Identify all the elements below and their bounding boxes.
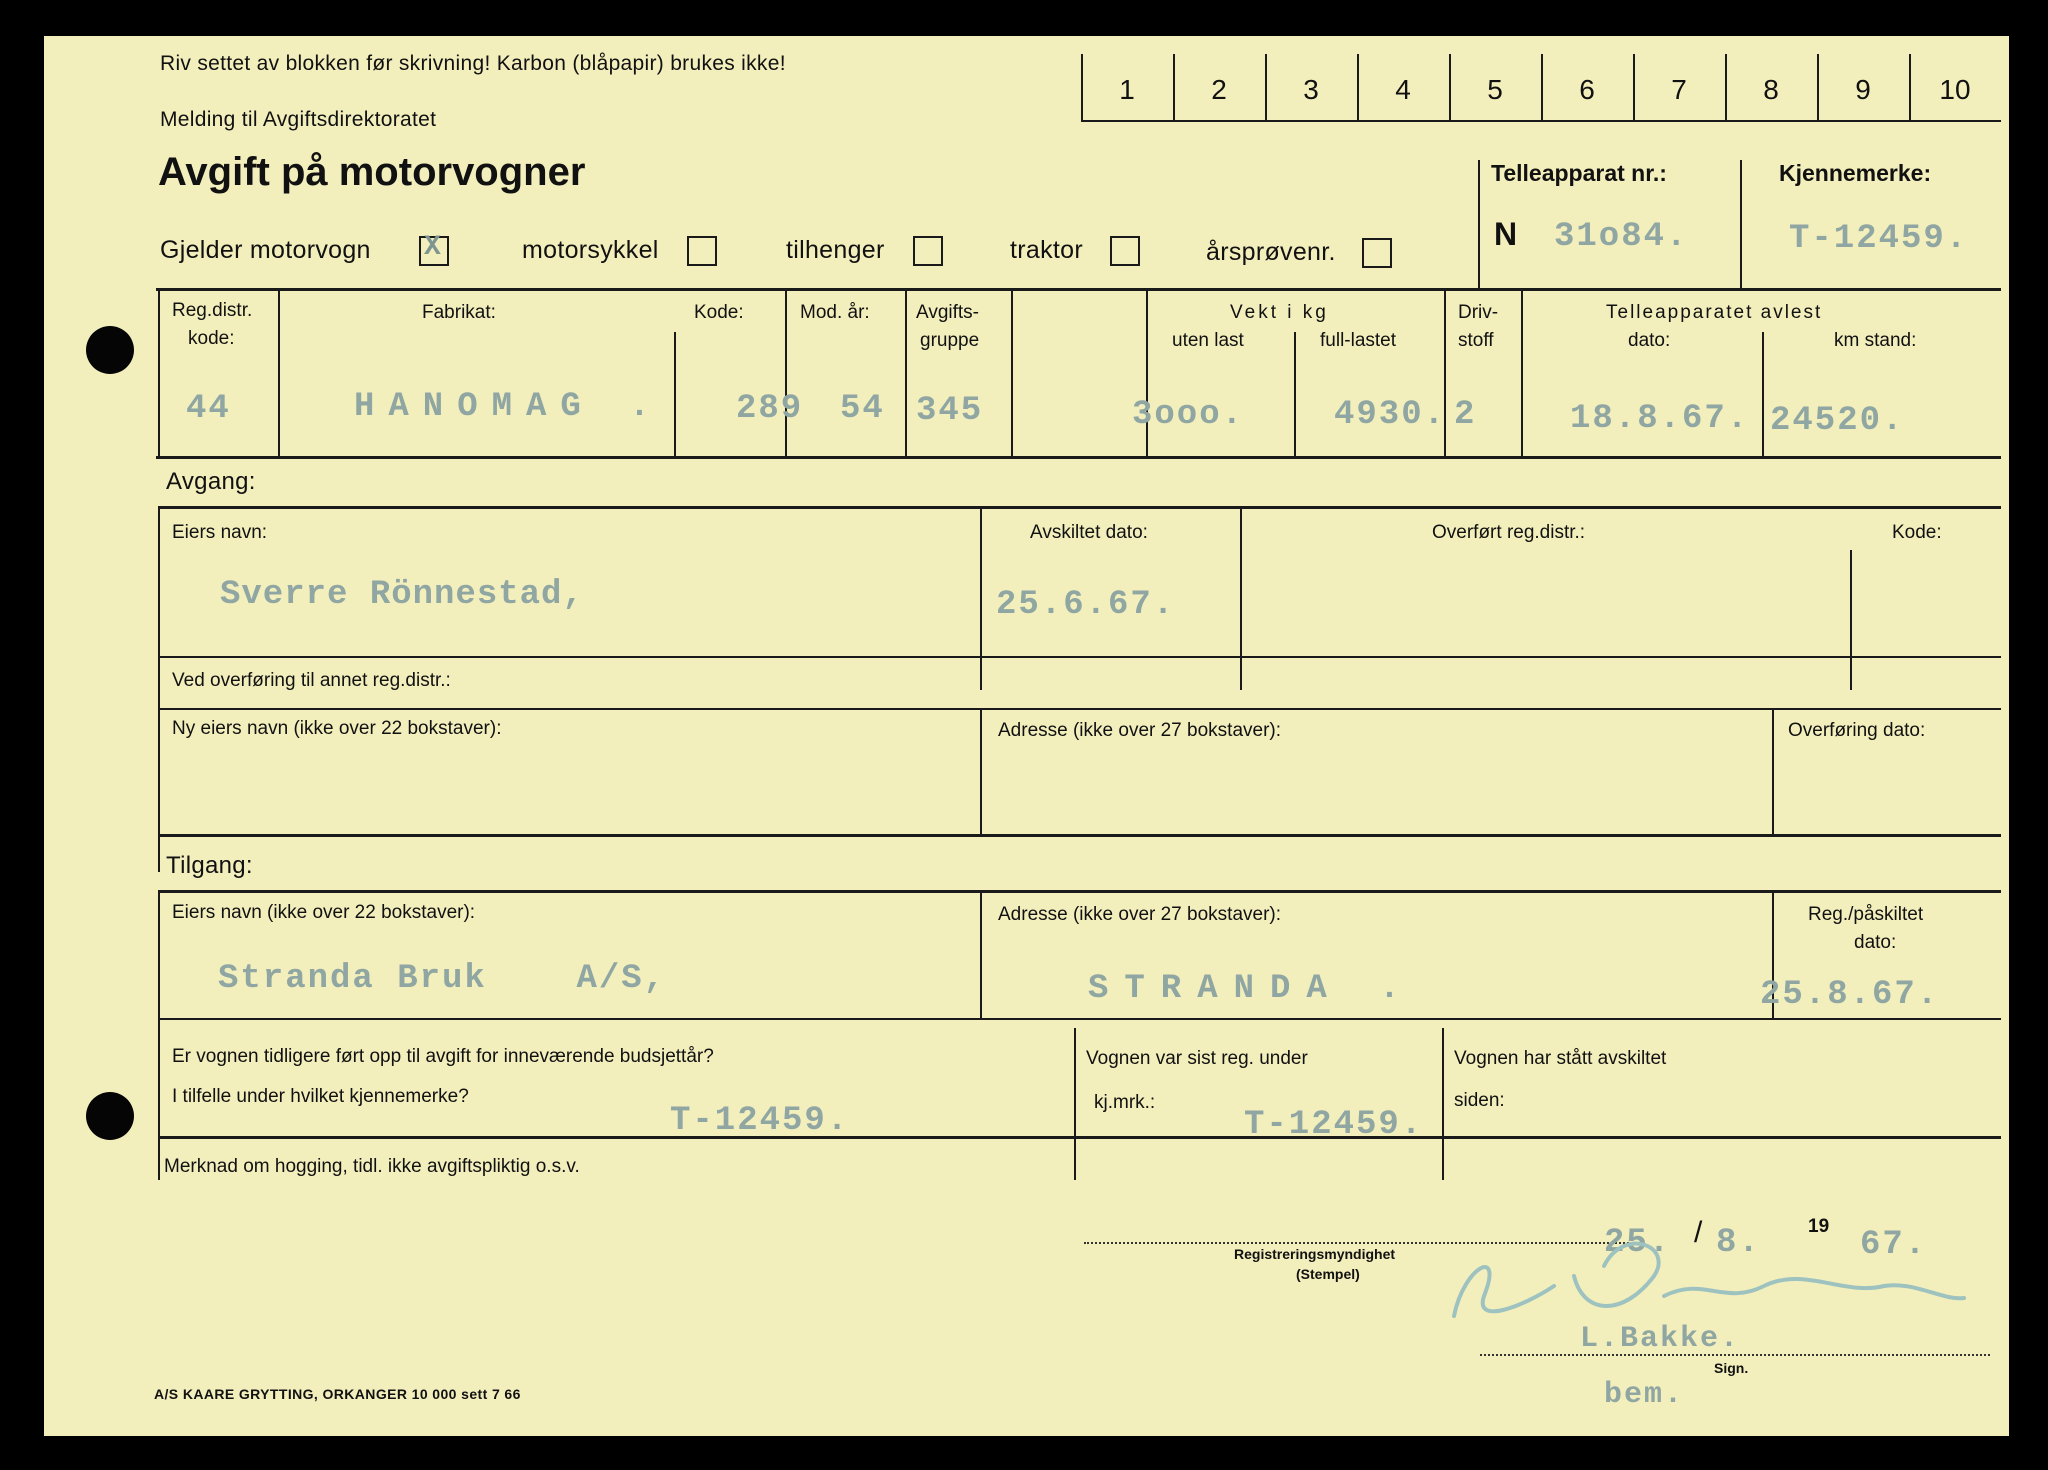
val-avgiftsgruppe: 345 <box>916 392 984 430</box>
copy-number-2: 2 <box>1211 74 1227 105</box>
traktor-label: traktor <box>1010 236 1083 264</box>
tilgang-eier-label: Eiers navn (ikke over 22 bokstaver): <box>172 902 476 923</box>
punch-hole <box>86 1092 134 1140</box>
divider <box>980 890 982 1020</box>
kjennemerke-label: Kjennemerke: <box>1779 160 1932 186</box>
kjennemerke-question: I tilfelle under hvilket kjennemerke? <box>172 1086 469 1107</box>
copy-number-divider <box>1081 54 1083 122</box>
th-uten-last: uten last <box>1172 330 1244 351</box>
col-divider <box>905 288 907 458</box>
sign-label: Sign. <box>1714 1360 1749 1376</box>
date-separator: / <box>1694 1216 1703 1249</box>
copy-number-4: 4 <box>1395 74 1411 105</box>
col-divider <box>674 332 676 458</box>
val-uten-last: 3ooo. <box>1132 396 1245 434</box>
th-full-lastet: full-lastet <box>1320 330 1397 351</box>
val-modar: 54 <box>840 390 885 428</box>
val-kode: 289 <box>736 390 804 428</box>
date-day: 25. <box>1604 1224 1672 1262</box>
copy-number-1: 1 <box>1119 74 1135 105</box>
col-divider <box>1521 288 1523 458</box>
divider <box>1772 708 1774 836</box>
th-avgift: Avgifts- <box>916 302 980 323</box>
th-driv-2: stoff <box>1458 330 1494 351</box>
avskiltet-value: 25.6.67. <box>996 586 1176 624</box>
divider <box>1442 1028 1444 1180</box>
date-century: 19 <box>1808 1216 1830 1237</box>
col-divider <box>785 288 787 458</box>
val-full-lastet: 4930. <box>1334 396 1447 434</box>
avgang-kode-label: Kode: <box>1892 522 1942 543</box>
table-left <box>158 288 160 458</box>
tilgang-adresse-label: Adresse (ikke over 27 bokstaver): <box>998 904 1282 925</box>
stempel-label: (Stempel) <box>1296 1266 1360 1282</box>
arsprovenr-checkbox[interactable] <box>1362 238 1392 268</box>
copy-row-line <box>1081 120 2001 122</box>
th-kode: Kode: <box>694 302 744 323</box>
motorsykkel-label: motorsykkel <box>522 236 659 264</box>
tilgang-section-label: Tilgang: <box>166 852 253 879</box>
merknad-label: Merknad om hogging, tidl. ikke avgiftspliktig o.s.v. <box>164 1156 580 1177</box>
table-top-line <box>156 288 2001 291</box>
siden-label: siden: <box>1454 1090 1505 1111</box>
divider <box>1240 506 1242 690</box>
ny-adresse-label: Adresse (ikke over 27 bokstaver): <box>998 720 1282 741</box>
tilgang-adresse-value: STRANDA . <box>1088 970 1416 1008</box>
divider <box>1740 160 1742 290</box>
copy-number-6: 6 <box>1579 74 1595 105</box>
val-km-stand: 24520. <box>1770 402 1905 440</box>
divider <box>1850 550 1852 690</box>
reg-paskiltet-label: Reg./påskiltet <box>1808 904 1924 925</box>
bem-text: bem. <box>1604 1378 1685 1412</box>
divider <box>1074 1028 1076 1180</box>
tilgang-top-line <box>158 890 2001 893</box>
table-bottom-line <box>156 456 2001 459</box>
th-regdistr-2: kode: <box>188 328 235 349</box>
line <box>158 708 2001 710</box>
copy-number-3: 3 <box>1303 74 1319 105</box>
motorvogn-mark: X <box>424 232 443 263</box>
copy-number-divider <box>1541 54 1543 122</box>
divider <box>980 708 982 836</box>
avgang-section-label: Avgang: <box>166 468 256 495</box>
tidligere-value: T-12459. <box>670 1102 850 1140</box>
copy-number-divider <box>1817 54 1819 122</box>
copy-number-divider <box>1909 54 1911 122</box>
punch-hole <box>86 326 134 374</box>
val-drivstoff: 2 <box>1454 396 1477 434</box>
copy-number-divider <box>1725 54 1727 122</box>
instruction-text: Riv settet av blokken før skrivning! Karbon (blåpapir) brukes ikke! <box>160 52 786 75</box>
th-avgift-2: gruppe <box>920 330 980 351</box>
line <box>158 656 2001 658</box>
signer-name: L.Bakke. <box>1580 1322 1741 1356</box>
printer-imprint: A/S KAARE GRYTTING, ORKANGER 10 000 sett 7 66 <box>154 1386 521 1402</box>
overfort-label: Overført reg.distr.: <box>1432 522 1586 543</box>
line <box>158 1018 2001 1020</box>
val-regdistr: 44 <box>186 390 231 428</box>
col-divider <box>278 288 280 458</box>
avgang-bottom-line <box>158 834 2001 837</box>
overforing-dato-label: Overføring dato: <box>1788 720 1926 741</box>
tilhenger-label: tilhenger <box>786 236 885 264</box>
copy-number-divider <box>1633 54 1635 122</box>
th-modar: Mod. år: <box>800 302 870 323</box>
date-month: 8. <box>1716 1224 1761 1262</box>
form-sheet <box>44 36 2009 1436</box>
val-fabrikat: HANOMAG . <box>354 388 664 426</box>
avskiltet-siden-label: Vognen har stått avskiltet <box>1454 1048 1667 1069</box>
th-avlest: Telleapparatet avlest <box>1606 302 1823 323</box>
th-dato: dato: <box>1628 330 1671 351</box>
col-divider <box>1762 332 1764 458</box>
copy-number-row <box>1081 54 2001 122</box>
telleapparat-prefix: N <box>1494 216 1518 252</box>
avgang-eier-value: Sverre Rönnestad, <box>220 576 584 614</box>
motorvogn-checkbox[interactable] <box>419 232 449 266</box>
th-regdistr: Reg.distr. <box>172 300 253 321</box>
arsprovenr-label: årsprøvenr. <box>1206 238 1336 266</box>
copy-number-divider <box>1449 54 1451 122</box>
sist-reg-value: T-12459. <box>1244 1106 1424 1144</box>
motorvogn-label: Gjelder motorvogn <box>160 236 371 264</box>
tidligere-question: Er vognen tidligere ført opp til avgift for inneværende budsjettår? <box>172 1046 714 1067</box>
avgang-top-line <box>158 506 2001 509</box>
copy-number-7: 7 <box>1671 74 1687 105</box>
traktor-checkbox[interactable] <box>1110 236 1140 266</box>
copy-number-5: 5 <box>1487 74 1503 105</box>
telleapparat-value: 31o84. <box>1554 218 1689 256</box>
col-divider <box>1294 332 1296 458</box>
col-divider <box>1011 288 1013 458</box>
reg-paskiltet-value: 25.8.67. <box>1760 976 1940 1014</box>
tilgang-bottom-line <box>158 1136 2001 1139</box>
ny-eier-label: Ny eiers navn (ikke over 22 bokstaver): <box>172 718 502 739</box>
divider <box>980 506 982 690</box>
th-fabrikat: Fabrikat: <box>422 302 496 323</box>
myndighet-label: Registreringsmyndighet <box>1234 1246 1396 1262</box>
tilgang-eier-value: Stranda Bruk A/S, <box>218 960 667 998</box>
recipient-text: Melding til Avgiftsdirektoratet <box>160 108 437 131</box>
copy-number-9: 9 <box>1855 74 1871 105</box>
date-year: 67. <box>1860 1226 1928 1264</box>
val-dato: 18.8.67. <box>1570 400 1750 438</box>
ved-overforing-label: Ved overføring til annet reg.distr.: <box>172 670 451 691</box>
copy-number-divider <box>1357 54 1359 122</box>
motorsykkel-checkbox[interactable] <box>687 236 717 266</box>
signature-line <box>1480 1354 1990 1356</box>
avgang-left <box>158 506 160 872</box>
telleapparat-label: Telleapparat nr.: <box>1491 160 1667 186</box>
th-vekt: Vekt i kg <box>1230 302 1329 323</box>
copy-number-8: 8 <box>1763 74 1779 105</box>
copy-number-divider <box>1265 54 1267 122</box>
kjennemerke-value: T-12459. <box>1789 220 1969 258</box>
avgang-eier-label: Eiers navn: <box>172 522 268 543</box>
avskiltet-label: Avskiltet dato: <box>1030 522 1148 543</box>
divider <box>1478 160 1480 290</box>
tilhenger-checkbox[interactable] <box>913 236 943 266</box>
sist-reg-label: Vognen var sist reg. under <box>1086 1048 1308 1069</box>
kjmrk-label: kj.mrk.: <box>1094 1092 1156 1113</box>
copy-number-10: 10 <box>1939 74 1971 105</box>
reg-paskiltet-label-2: dato: <box>1854 932 1897 953</box>
form-title: Avgift på motorvogner <box>158 150 586 194</box>
copy-number-divider <box>1173 54 1175 122</box>
th-km: km stand: <box>1834 330 1917 351</box>
th-driv: Driv- <box>1458 302 1499 323</box>
